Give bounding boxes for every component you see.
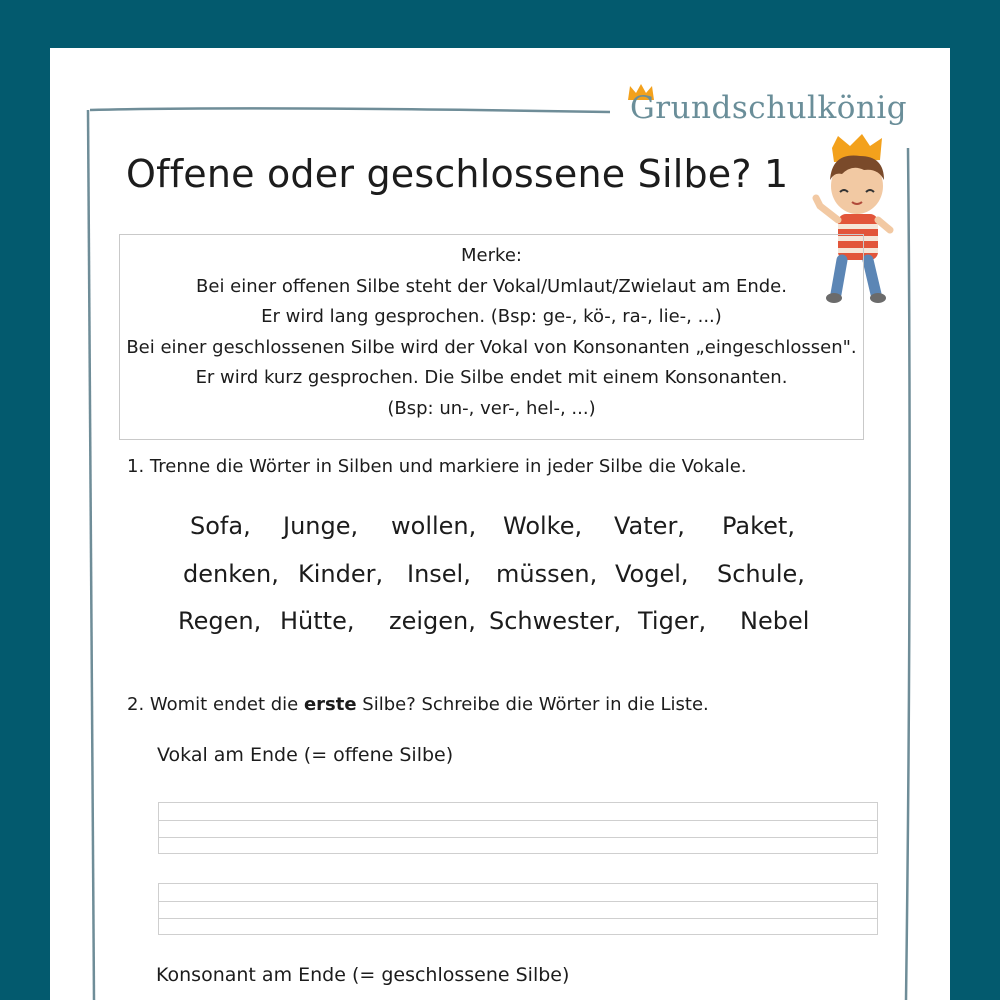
merke-line: (Bsp: un-, ver-, hel-, ...)	[387, 397, 596, 419]
word: Wolke,	[503, 512, 583, 540]
word: Vogel,	[615, 560, 689, 588]
task-2-instruction	[127, 694, 709, 715]
worksheet-title: Offene oder geschlossene Silbe? 1	[126, 152, 789, 196]
konsonant-section-label: Konsonant am Ende (= geschlossene Silbe)	[156, 964, 570, 986]
writing-lines[interactable]	[158, 883, 878, 935]
task-2-text: Silbe? Schreibe die Wörter in die Liste.	[356, 694, 709, 715]
word: Junge,	[283, 512, 359, 540]
word: Schule,	[717, 560, 805, 588]
word: Paket,	[722, 512, 795, 540]
merke-line: Bei einer geschlossenen Silbe wird der Vokal von Konsonanten „eingeschlossen".	[126, 336, 857, 358]
writing-line	[159, 820, 877, 821]
task-1-instruction: 1. Trenne die Wörter in Silben und markiere in jeder Silbe die Vokale.	[127, 456, 747, 477]
writing-lines[interactable]	[158, 802, 878, 854]
word: Sofa,	[190, 512, 251, 540]
merke-line: Bei einer offenen Silbe steht der Vokal/Umlaut/Zwielaut am Ende.	[196, 275, 787, 297]
word: wollen,	[391, 512, 477, 540]
worksheet-page	[50, 48, 950, 1000]
word: Schwester,	[489, 607, 622, 635]
merke-line: Er wird kurz gesprochen. Die Silbe endet mit einem Konsonanten.	[195, 367, 788, 388]
writing-line	[159, 901, 877, 902]
word: Regen,	[178, 607, 262, 635]
word: denken,	[183, 560, 279, 588]
brand-logo: Grundschulkönig	[630, 90, 908, 126]
vokal-section-label: Vokal am Ende (= offene Silbe)	[157, 744, 454, 766]
writing-line	[159, 837, 877, 838]
task-2-emphasis: erste	[303, 694, 357, 715]
word: zeigen,	[389, 607, 476, 635]
task-2-text: 2. Womit endet die	[127, 694, 304, 715]
word: Kinder,	[298, 560, 384, 588]
word: müssen,	[496, 560, 598, 588]
merke-line: Er wird lang gesprochen. (Bsp: ge-, kö-, ra-, lie-, ...)	[261, 306, 722, 327]
word: Hütte,	[280, 607, 355, 635]
word: Nebel	[740, 607, 810, 635]
writing-line	[159, 918, 877, 919]
merke-box	[119, 234, 864, 440]
word: Tiger,	[638, 607, 707, 635]
merke-heading: Merke:	[461, 245, 522, 266]
word: Vater,	[614, 512, 685, 540]
word: Insel,	[407, 560, 471, 588]
